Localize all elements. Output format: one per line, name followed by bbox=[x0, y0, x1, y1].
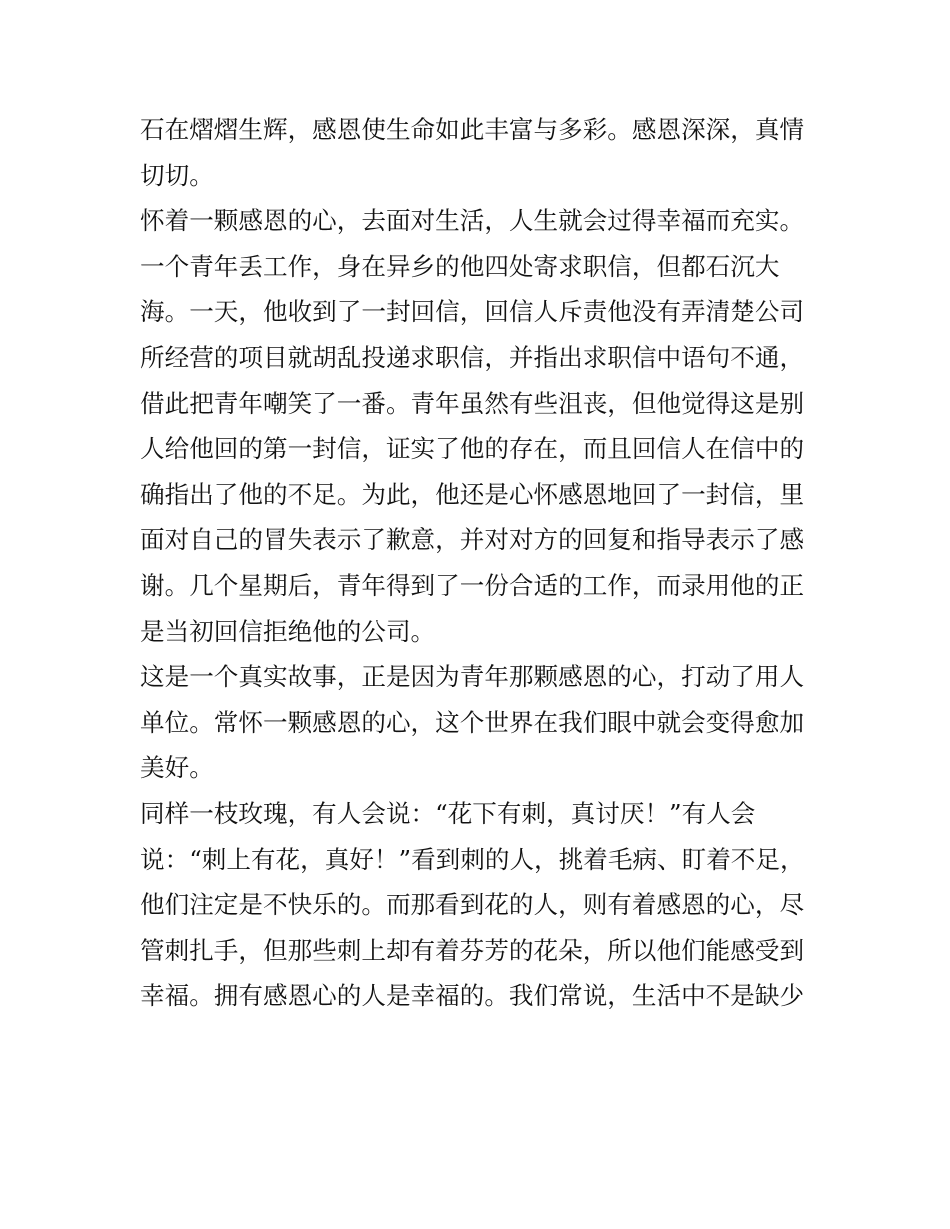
text-line: 同样一枝玫瑰，有人会说：“花下有刺，真讨厌！”有人会 bbox=[140, 798, 756, 828]
text-line: 他们注定是不快乐的。而那看到花的人，则有着感恩的心，尽 bbox=[140, 890, 805, 920]
text-line: 谢。几个星期后，青年得到了一份合适的工作，而录用他的正 bbox=[140, 570, 805, 600]
text-line: 借此把青年嘲笑了一番。青年虽然有些沮丧，但他觉得这是别 bbox=[140, 388, 805, 418]
text-line: 切切。 bbox=[140, 160, 214, 190]
text-line: 这是一个真实故事，正是因为青年那颗感恩的心，打动了用人 bbox=[140, 662, 805, 692]
text-line: 人给他回的第一封信，证实了他的存在，而且回信人在信中的 bbox=[140, 434, 805, 464]
text-line: 确指出了他的不足。为此，他还是心怀感恩地回了一封信，里 bbox=[140, 479, 805, 509]
text-line: 美好。 bbox=[140, 753, 214, 783]
text-line: 是当初回信拒绝他的公司。 bbox=[140, 616, 436, 646]
text-line: 幸福。拥有感恩心的人是幸福的。我们常说，生活中不是缺少 bbox=[140, 981, 805, 1011]
text-line: 说：“刺上有花，真好！”看到刺的人，挑着毛病、盯着不足， bbox=[140, 844, 805, 874]
text-line: 所经营的项目就胡乱投递求职信，并指出求职信中语句不通， bbox=[140, 342, 805, 372]
text-line: 一个青年丢工作，身在异乡的他四处寄求职信，但都石沉大 bbox=[140, 251, 780, 281]
text-line: 海。一天，他收到了一封回信，回信人斥责他没有弄清楚公司 bbox=[140, 297, 805, 327]
text-line: 单位。常怀一颗感恩的心，这个世界在我们眼中就会变得愈加 bbox=[140, 707, 805, 737]
text-line: 怀着一颗感恩的心，去面对生活，人生就会过得幸福而充实。 bbox=[140, 206, 805, 236]
text-line: 管刺扎手，但那些刺上却有着芬芳的花朵，所以他们能感受到 bbox=[140, 935, 805, 965]
text-line: 石在熠熠生辉，感恩使生命如此丰富与多彩。感恩深深，真情 bbox=[140, 115, 805, 144]
body-text bbox=[140, 107, 820, 1019]
text-line: 面对自己的冒失表示了歉意，并对对方的回复和指导表示了感 bbox=[140, 525, 805, 555]
